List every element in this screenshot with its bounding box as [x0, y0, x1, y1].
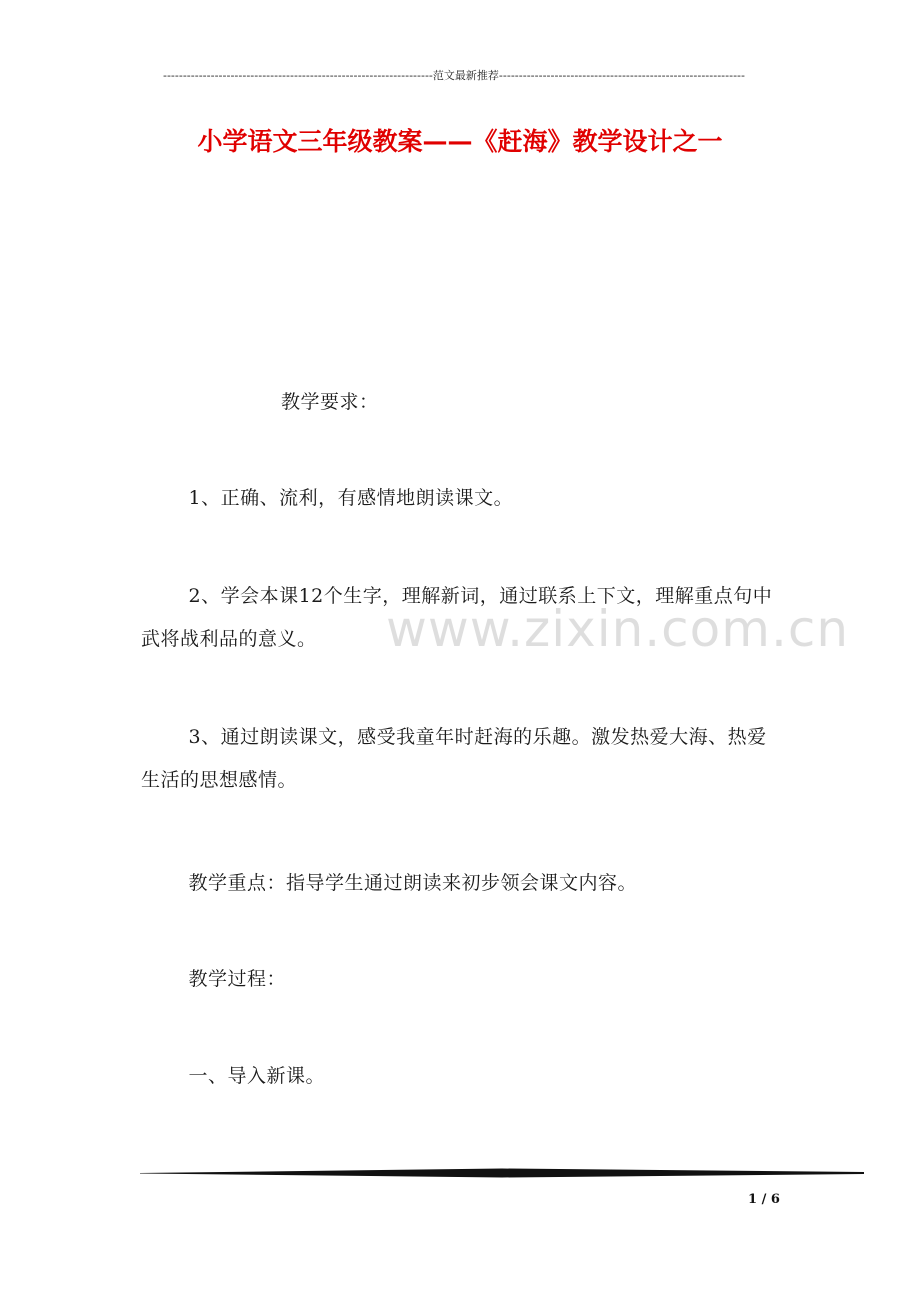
paragraph-requirements-heading: 教学要求： [281, 391, 379, 413]
header-label: 范文最新推荐 [432, 69, 499, 82]
page-number: 1 / 6 [748, 1192, 780, 1207]
paragraph-requirement-2: 2、学会本课12个生字，理解新词，通过联系上下文，理解重点句中武将战利品的意义。 [141, 585, 773, 650]
page-header [140, 68, 768, 84]
header-left-dashes: -------------------------------------------------------------------- [162, 69, 433, 82]
paragraph-requirement-1: 1、正确、流利，有感情地朗读课文。 [188, 487, 514, 509]
watermark: www.zixin.com.cn [386, 600, 850, 658]
paragraph-requirement-3: 3、通过朗读课文，感受我童年时赶海的乐趣。激发热爱大海、热爱生活的思想感情。 [141, 726, 767, 791]
header-right-dashes: -------------------------------------------------------------- [498, 69, 745, 82]
paragraph-step-1: 一、导入新课。 [188, 1065, 326, 1087]
footer-rule [140, 1167, 864, 1179]
paragraph-key-point: 教学重点：指导学生通过朗读来初步领会课文内容。 [188, 872, 638, 894]
document-title: 小学语文三年级教案——《赶海》教学设计之一 [197, 127, 723, 156]
paragraph-process-heading: 教学过程： [188, 968, 287, 990]
